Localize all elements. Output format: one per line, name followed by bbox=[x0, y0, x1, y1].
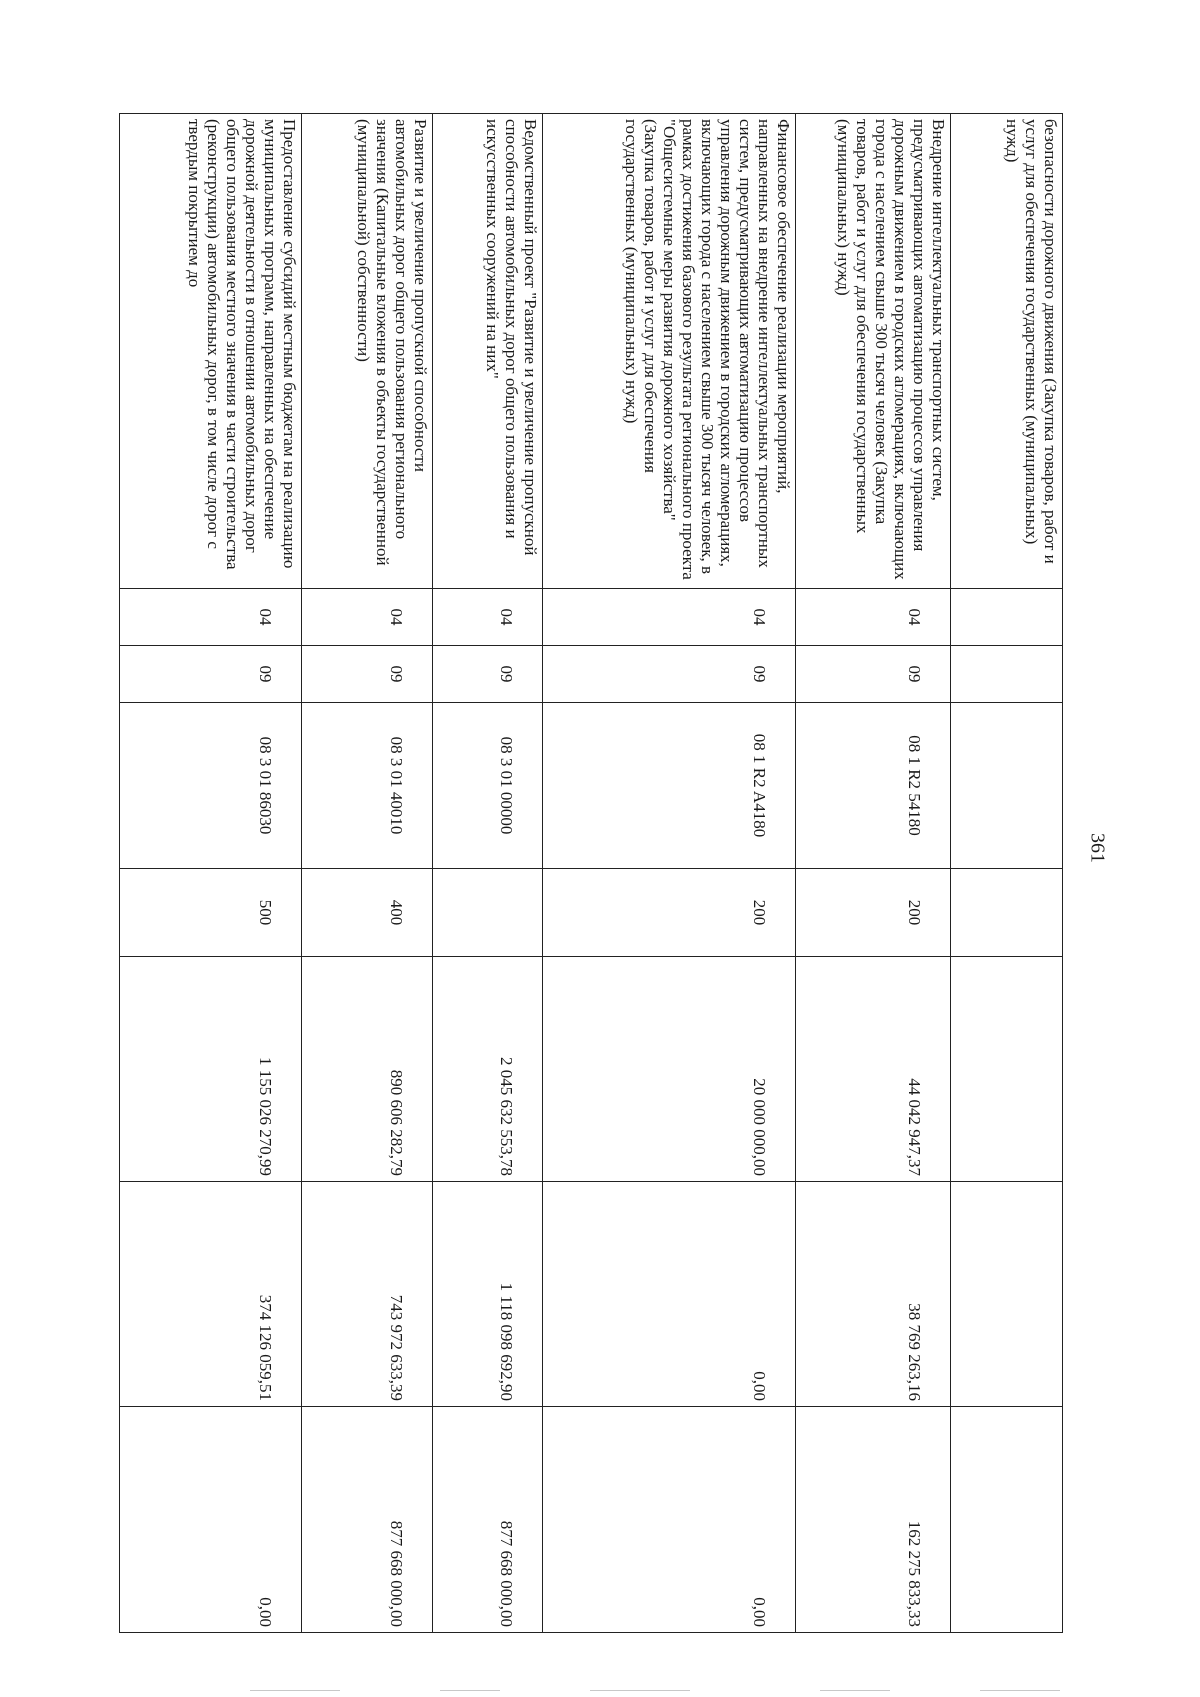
budget-table-wrapper bbox=[120, 113, 1063, 1632]
row-sum-2: 743 972 633,39 bbox=[302, 1182, 433, 1407]
row-sum-2: 374 126 059,51 bbox=[120, 1182, 302, 1407]
row-vr bbox=[951, 869, 1063, 957]
row-pr: 09 bbox=[796, 646, 951, 703]
row-name: Внедрение интеллектуальных транспортных систем, предусматривающих автоматизацию процессов управления дорожным движением в городских агломерациях, включающих города с населением свыше 300 тысяч человек (Закупка товаров, работ и услуг для обеспечения государственных (муниципальных) нужд) bbox=[796, 114, 951, 589]
row-name: безопасности дорожного движения (Закупка товаров, работ и услуг для обеспечения государственных (муниципальных) нужд) bbox=[951, 114, 1063, 589]
row-sum-2 bbox=[951, 1182, 1063, 1407]
row-rz: 04 bbox=[120, 589, 302, 646]
row-name: Развитие и увеличение пропускной способности автомобильных дорог общего пользования регионального значения (Капитальные вложения в объекты государственной (муниципальной) собственности) bbox=[302, 114, 433, 589]
row-rz: 04 bbox=[543, 589, 796, 646]
scan-edge-marks bbox=[120, 1683, 1080, 1691]
row-sum-1: 20 000 000,00 bbox=[543, 957, 796, 1182]
row-vr: 400 bbox=[302, 869, 433, 957]
page-number: 361 bbox=[1086, 833, 1109, 863]
row-csr: 08 3 01 40010 bbox=[302, 703, 433, 869]
table-row bbox=[951, 114, 1063, 1633]
row-pr: 09 bbox=[120, 646, 302, 703]
table-row bbox=[796, 114, 951, 1633]
table-row bbox=[433, 114, 543, 1633]
row-csr bbox=[951, 703, 1063, 869]
scan-mark bbox=[590, 1690, 690, 1691]
row-csr: 08 3 01 86030 bbox=[120, 703, 302, 869]
row-sum-3: 162 275 833,33 bbox=[796, 1407, 951, 1633]
row-rz: 04 bbox=[796, 589, 951, 646]
row-sum-1: 44 042 947,37 bbox=[796, 957, 951, 1182]
row-sum-3: 0,00 bbox=[543, 1407, 796, 1633]
budget-table bbox=[119, 113, 1063, 1633]
row-sum-2: 1 118 098 692,90 bbox=[433, 1182, 543, 1407]
row-sum-2: 38 769 263,16 bbox=[796, 1182, 951, 1407]
row-sum-1: 1 155 026 270,99 bbox=[120, 957, 302, 1182]
row-sum-3: 0,00 bbox=[120, 1407, 302, 1633]
table-row bbox=[302, 114, 433, 1633]
row-sum-3: 877 668 000,00 bbox=[433, 1407, 543, 1633]
row-vr: 500 bbox=[120, 869, 302, 957]
row-pr bbox=[951, 646, 1063, 703]
table-row bbox=[120, 114, 302, 1633]
row-sum-3: 877 668 000,00 bbox=[302, 1407, 433, 1633]
row-vr: 200 bbox=[543, 869, 796, 957]
row-csr: 08 1 R2 54180 bbox=[796, 703, 951, 869]
scan-mark bbox=[980, 1690, 1060, 1691]
row-sum-2: 0,00 bbox=[543, 1182, 796, 1407]
scan-mark bbox=[820, 1690, 890, 1691]
row-name: Предоставление субсидий местным бюджетам на реализацию муниципальных программ, направленных на обеспечение дорожной деятельности в отношении автомобильных дорог общего пользования местного значения в части строительства (реконструкции) автомобильных дорог, в том числе дорог с твердым покрытием до bbox=[120, 114, 302, 589]
row-pr: 09 bbox=[433, 646, 543, 703]
scan-mark bbox=[250, 1690, 340, 1691]
row-rz: 04 bbox=[433, 589, 543, 646]
row-rz bbox=[951, 589, 1063, 646]
row-csr: 08 1 R2 A4180 bbox=[543, 703, 796, 869]
row-name: Ведомственный проект "Развитие и увеличение пропускной способности автомобильных дорог общего пользования и искусственных сооружений на них" bbox=[433, 114, 543, 589]
row-pr: 09 bbox=[543, 646, 796, 703]
row-sum-3 bbox=[951, 1407, 1063, 1633]
scan-mark bbox=[440, 1690, 500, 1691]
row-vr: 200 bbox=[796, 869, 951, 957]
table-row bbox=[543, 114, 796, 1633]
row-name: Финансовое обеспечение реализации мероприятий, направленных на внедрение интеллектуальных транспортных систем, предусматривающих автоматизацию процессов управления дорожным движением в городских агломерациях, включающих города с населением свыше 300 тысяч человек, в рамках достижения базового результата регионального проекта "Общесистемные меры развития дорожного хозяйства" (Закупка товаров, работ и услуг для обеспечения государственных (муниципальных) нужд) bbox=[543, 114, 796, 589]
row-rz: 04 bbox=[302, 589, 433, 646]
row-pr: 09 bbox=[302, 646, 433, 703]
row-sum-1 bbox=[951, 957, 1063, 1182]
row-csr: 08 3 01 00000 bbox=[433, 703, 543, 869]
row-vr bbox=[433, 869, 543, 957]
row-sum-1: 890 606 282,79 bbox=[302, 957, 433, 1182]
row-sum-1: 2 045 632 553,78 bbox=[433, 957, 543, 1182]
